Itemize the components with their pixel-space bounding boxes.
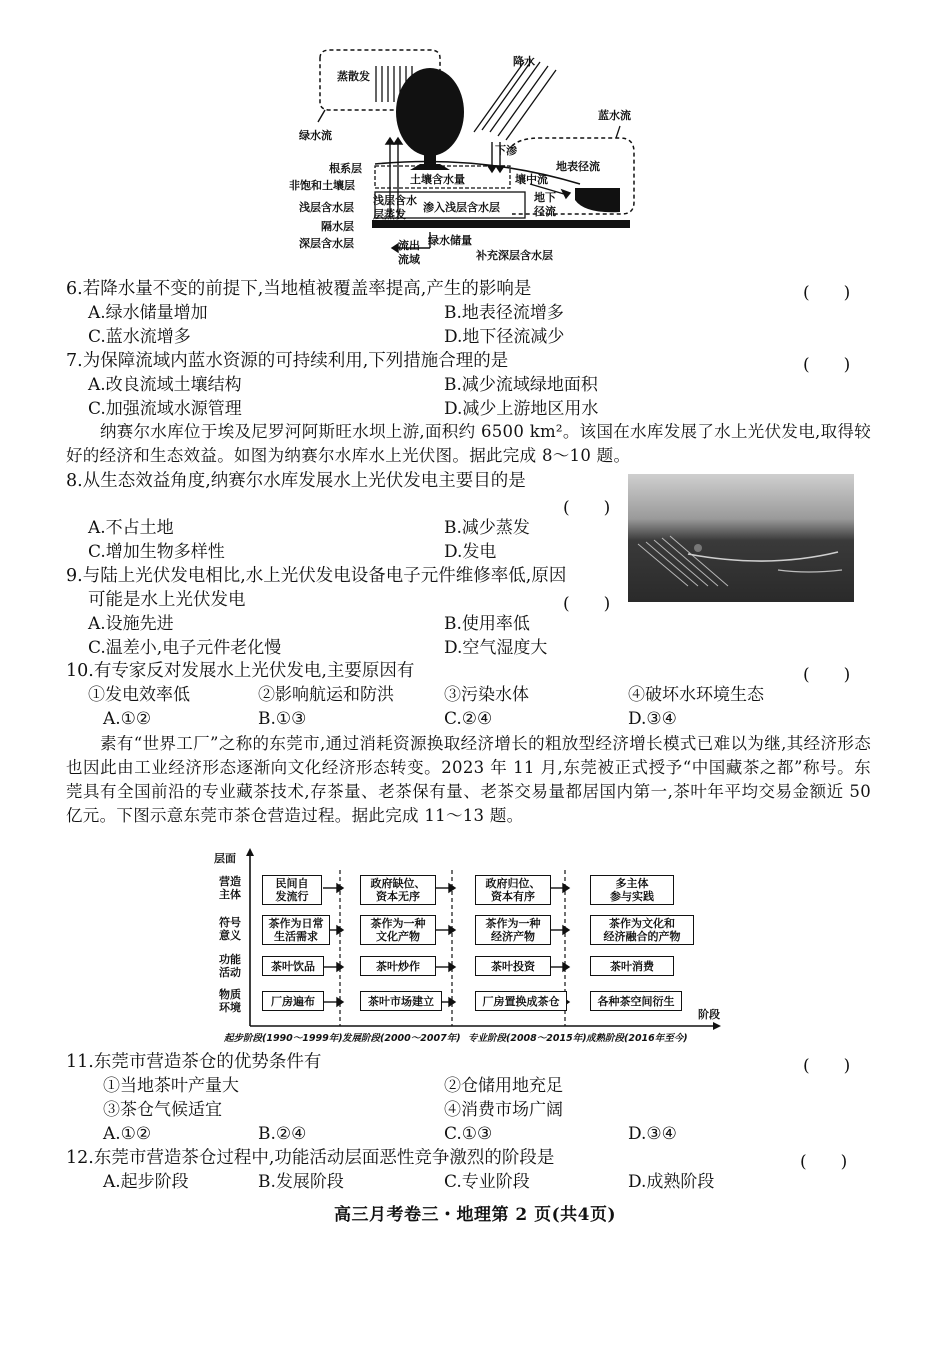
q9-option-a: A.设施先进 (88, 614, 174, 634)
label-precipitation: 降水 (513, 55, 535, 68)
q9-answer-blank: ( ) (563, 594, 611, 614)
q11-item-3: ③茶仓气候适宜 (103, 1100, 222, 1120)
q12-option-c: C.专业阶段 (444, 1172, 530, 1192)
q9-option-d: D.空气湿度大 (444, 638, 548, 658)
flow-stage-start: 起步阶段(1990～1999年) (224, 1033, 343, 1044)
passage-nasser-reservoir: 纳赛尔水库位于埃及尼罗河阿斯旺水坝上游,面积约 6500 km²。该国在水库发展了水上光伏发电,取得较好的经济和生态效益。如图为纳赛尔水库水上光伏图。据此完成 8～10 题。 (66, 422, 871, 465)
q6-option-c: C.蓝水流增多 (88, 327, 191, 347)
flow-stage-pro: 专业阶段(2008～2015年) (468, 1033, 587, 1044)
flow-box-symbol-mature: 茶作为文化和 经济融合的产物 (590, 915, 694, 945)
label-groundwater-2: 径流 (534, 205, 556, 218)
flow-box-subject-mature: 多主体 参与实践 (590, 875, 674, 905)
label-shallow-evap-2: 层蒸发 (373, 208, 406, 221)
q7-option-d: D.减少上游地区用水 (444, 399, 599, 419)
q12-option-a: A.起步阶段 (103, 1172, 189, 1192)
flow-box-symbol-start: 茶作为日常 生活需求 (262, 915, 330, 945)
q7-stem: 7.为保障流域内蓝水资源的可持续利用,下列措施合理的是 (66, 351, 509, 371)
q7-option-a: A.改良流域土壤结构 (88, 375, 242, 395)
label-blue-flow: 蓝水流 (598, 109, 631, 122)
flow-box-subject-develop: 政府缺位、 资本无序 (360, 875, 436, 905)
flow-row-function: 功能 活动 (219, 953, 241, 979)
q8-stem: 8.从生态效益角度,纳赛尔水库发展水上光伏发电主要目的是 (66, 471, 526, 491)
label-outflow-2: 流域 (398, 253, 420, 266)
q11-item-4: ④消费市场广阔 (444, 1100, 563, 1120)
q11-option-b: B.②④ (258, 1124, 307, 1144)
q7-option-b: B.减少流域绿地面积 (444, 375, 598, 395)
q10-item-1: ①发电效率低 (88, 685, 190, 705)
q10-item-3: ③污染水体 (444, 685, 529, 705)
flow-x-axis-title: 阶段 (698, 1008, 720, 1021)
flow-box-symbol-develop: 茶作为一种 文化产物 (360, 915, 436, 945)
q10-answer-blank: ( ) (803, 665, 851, 685)
q11-option-a: A.①② (103, 1124, 152, 1144)
q11-option-c: C.①③ (444, 1124, 493, 1144)
flow-row-material: 物质 环境 (219, 988, 241, 1014)
label-shallow-aquifer: 浅层含水层 (299, 201, 354, 214)
label-shallow-evap-1: 浅层含水 (373, 194, 417, 207)
flow-row-symbol: 符号 意义 (219, 916, 241, 942)
label-unsat-layer: 非饱和土壤层 (289, 179, 355, 192)
flow-box-function-develop: 茶叶炒作 (360, 956, 436, 976)
label-infiltration: 下渗 (495, 144, 517, 157)
label-green-flow: 绿水流 (299, 129, 332, 142)
q10-option-a: A.①② (103, 709, 152, 729)
passage-dongguan-tea: 素有“世界工厂”之称的东莞市,通过消耗资源换取经济增长的粗放型经济增长模式已难以为继,其经济形态也因此由工业经济形态逐渐向文化经济形态转变。2023 年 11 月,东莞被正式授予“中国藏茶之都”称号。东莞具有全国前沿的专业藏茶技术,存茶量、老茶保有量、老茶交易量都居国内第一,茶叶年平均交易金额近 50 亿元。下图示意东莞市茶仓营造过程。据此完成 11～13 题。 (66, 734, 871, 825)
q10-option-b: B.①③ (258, 709, 307, 729)
q8-answer-blank: ( ) (563, 498, 611, 518)
floating-pv-photo (628, 474, 854, 602)
label-aquitard: 隔水层 (321, 220, 354, 233)
q8-option-d: D.发电 (444, 542, 497, 562)
page-footer: 高三月考卷三・地理第 2 页(共4页) (333, 1205, 617, 1225)
q12-option-d: D.成熟阶段 (628, 1172, 715, 1192)
q11-answer-blank: ( ) (803, 1056, 851, 1076)
q9-stem-line1: 9.与陆上光伏发电相比,水上光伏发电设备电子元件维修率低,原因 (66, 566, 567, 586)
q12-answer-blank: ( ) (800, 1152, 848, 1172)
q10-item-4: ④破坏水环境生态 (628, 685, 764, 705)
flow-box-function-start: 茶叶饮品 (262, 956, 324, 976)
q10-option-c: C.②④ (444, 709, 493, 729)
label-groundwater-1: 地下 (534, 191, 556, 204)
flow-box-function-mature: 茶叶消费 (590, 956, 674, 976)
flow-y-axis-title: 层面 (214, 852, 236, 865)
q10-item-2: ②影响航运和防洪 (258, 685, 394, 705)
q11-option-d: D.③④ (628, 1124, 677, 1144)
flow-box-subject-start: 民间自 发流行 (262, 875, 322, 905)
flow-box-material-mature: 各种茶空间衍生 (590, 991, 682, 1011)
label-evaporation: 蒸散发 (337, 70, 370, 83)
q7-answer-blank: ( ) (803, 355, 851, 375)
q6-option-a: A.绿水储量增加 (88, 303, 208, 323)
label-deep-aquifer: 深层含水层 (299, 237, 354, 250)
label-interflow: 壤中流 (515, 173, 548, 186)
q10-stem: 10.有专家反对发展水上光伏发电,主要原因有 (66, 661, 415, 681)
q6-stem: 6.若降水量不变的前提下,当地植被覆盖率提高,产生的影响是 (66, 279, 532, 299)
q11-item-1: ①当地茶叶产量大 (103, 1076, 239, 1096)
q12-option-b: B.发展阶段 (258, 1172, 344, 1192)
flow-box-symbol-pro: 茶作为一种 经济产物 (475, 915, 551, 945)
flow-box-material-start: 厂房遍布 (262, 991, 324, 1011)
label-soil-water: 土壤含水量 (410, 173, 465, 186)
flow-box-subject-pro: 政府归位、 资本有序 (475, 875, 551, 905)
q10-option-d: D.③④ (628, 709, 677, 729)
q9-option-c: C.温差小,电子元件老化慢 (88, 638, 282, 658)
label-seep-shallow: 渗入浅层含水层 (423, 201, 500, 214)
flow-stage-mature: 成熟阶段(2016年至今) (586, 1033, 688, 1044)
label-recharge-deep: 补充深层含水层 (476, 249, 553, 262)
label-outflow-1: 流出 (398, 239, 420, 252)
flow-box-function-pro: 茶叶投资 (475, 956, 551, 976)
flow-stage-develop: 发展阶段(2000～2007年) (342, 1033, 461, 1044)
q12-stem: 12.东莞市营造茶仓过程中,功能活动层面恶性竞争激烈的阶段是 (66, 1148, 555, 1168)
label-root-layer: 根系层 (329, 162, 362, 175)
flow-box-material-develop: 茶叶市场建立 (360, 991, 442, 1011)
label-surface-runoff: 地表径流 (556, 160, 600, 173)
flow-box-material-pro: 厂房置换成茶仓 (475, 991, 567, 1011)
q9-stem-line2: 可能是水上光伏发电 (88, 590, 246, 610)
q8-option-b: B.减少蒸发 (444, 518, 530, 538)
q9-option-b: B.使用率低 (444, 614, 530, 634)
q8-option-c: C.增加生物多样性 (88, 542, 225, 562)
q11-stem: 11.东莞市营造茶仓的优势条件有 (66, 1052, 322, 1072)
label-green-storage: 绿水储量 (428, 234, 472, 247)
q6-option-d: D.地下径流减少 (444, 327, 565, 347)
q8-option-a: A.不占土地 (88, 518, 174, 538)
flow-row-subject: 营造 主体 (219, 875, 241, 901)
q7-option-c: C.加强流域水源管理 (88, 399, 242, 419)
q6-option-b: B.地表径流增多 (444, 303, 564, 323)
q11-item-2: ②仓储用地充足 (444, 1076, 563, 1096)
q6-answer-blank: ( ) (803, 283, 851, 303)
